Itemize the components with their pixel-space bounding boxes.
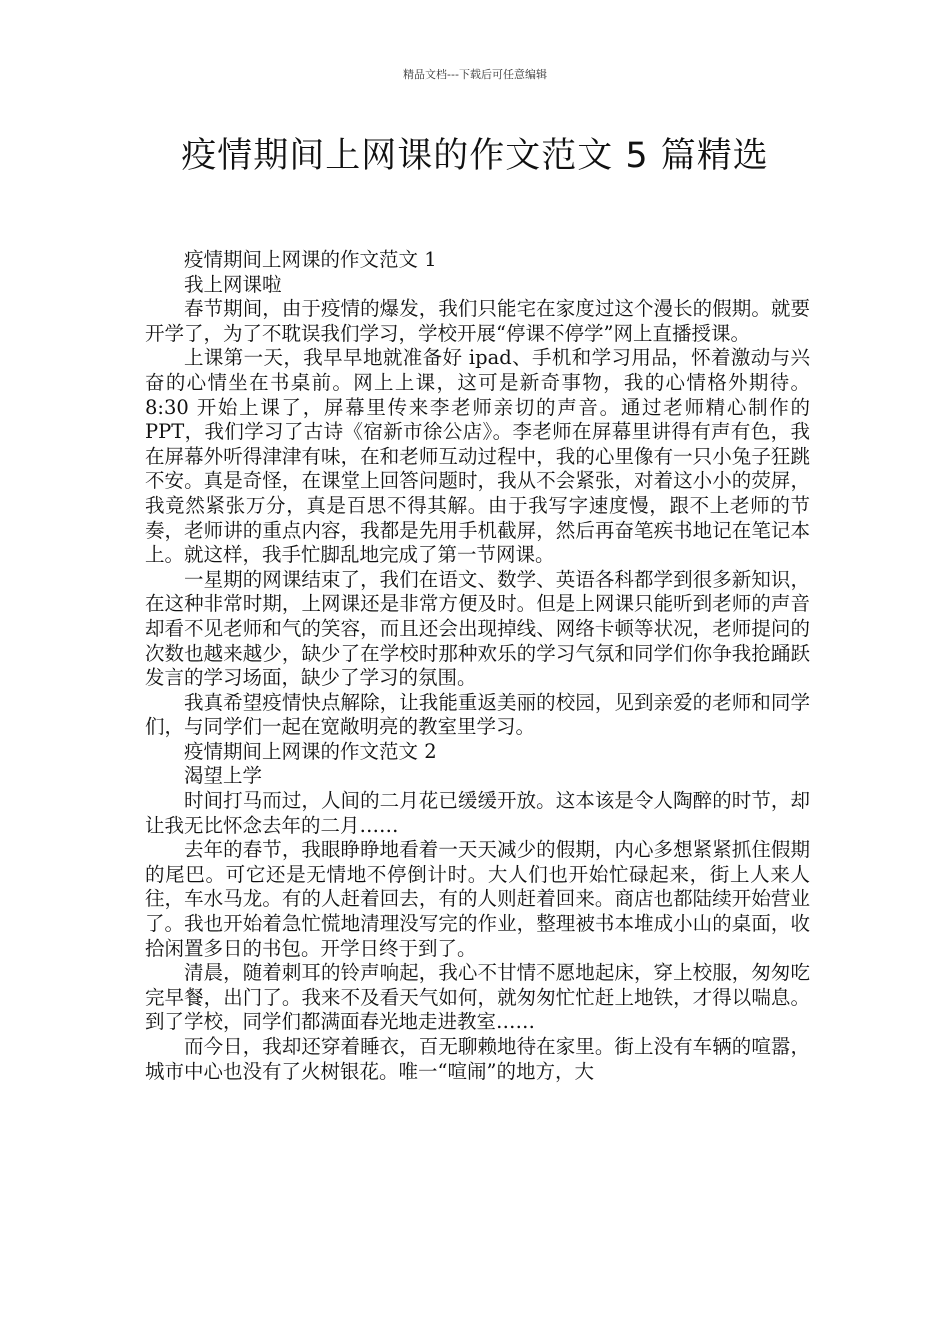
paragraph: 上课第一天，我早早地就准备好 ipad、手机和学习用品，怀着激动与兴奋的心情坐在书桌前。网上上课，这可是新奇事物，我的心情格外期待。8:30 开始上课了，屏幕里传来李老师亲切的声音。通过老师精心制作的 PPT，我们学习了古诗《宿新市徐公店》。李老师在屏幕里讲得有声有色，我在屏幕外听得津津有味，在和老师互动过程中，我的心里像有一只小兔子狂跳不安。真是奇怪，在课堂上回答问题时，我从不会紧张，对着这小小的荧屏，我竟然紧张万分，真是百思不得其解。由于我写字速度慢，跟不上老师的节奏，老师讲的重点内容，我都是先用手机截屏，然后再奋笔疾书地记在笔记本上。就这样，我手忙脚乱地完成了第一节网课。 <box>145 346 810 567</box>
page-header: 精品文档---下载后可任意编辑 <box>403 68 547 81</box>
essay-2-title: 渴望上学 <box>184 764 263 788</box>
document-body <box>145 248 810 1084</box>
paragraph: 清晨，随着刺耳的铃声响起，我心不甘情不愿地起床，穿上校服，匆匆吃完早餐，出门了。我来不及看天气如何，就匆匆忙忙赶上地铁，才得以喘息。到了学校，同学们都满面春光地走进教室…… <box>145 961 810 1034</box>
paragraph: 我真希望疫情快点解除，让我能重返美丽的校园，见到亲爱的老师和同学们，与同学们一起在宽敞明亮的教室里学习。 <box>145 690 810 739</box>
essay-2-heading: 疫情期间上网课的作文范文 2 <box>184 739 437 763</box>
document-title: 疫情期间上网课的作文范文 5 篇精选 <box>181 136 769 176</box>
paragraph: 时间打马而过，人间的二月花已缓缓开放。这本该是令人陶醉的时节，却让我无比怀念去年的二月…… <box>145 789 810 837</box>
paragraph: 去年的春节，我眼睁睁地看着一天天减少的假期，内心多想紧紧抓住假期的尾巴。可它还是无情地不停倒计时。大人们也开始忙碌起来，街上人来人往，车水马龙。有的人赶着回去，有的人则赶着回来。商店也都陆续开始营业了。我也开始着急忙慌地清理没写完的作业，整理被书本堆成小山的桌面，收拾闲置多日的书包。开学日终于到了。 <box>145 838 810 960</box>
essay-1-title: 我上网课啦 <box>184 272 282 296</box>
essay-1-heading: 疫情期间上网课的作文范文 1 <box>184 248 437 271</box>
paragraph: 一星期的网课结束了，我们在语文、数学、英语各科都学到很多新知识，在这种非常时期，上网课还是非常方便及时。但是上网课只能听到老师的声音却看不见老师和气的笑容，而且还会出现掉线、网络卡顿等状况，老师提问的次数也越来越少，缺少了在学校时那种欢乐的学习气氛和同学们你争我抢踊跃发言的学习场面，缺少了学习的氛围。 <box>145 567 810 690</box>
paragraph: 春节期间，由于疫情的爆发，我们只能宅在家度过这个漫长的假期。就要开学了，为了不耽误我们学习，学校开展“停课不停学”网上直播授课。 <box>145 297 810 345</box>
paragraph: 而今日，我却还穿着睡衣，百无聊赖地待在家里。街上没有车辆的喧嚣，城市中心也没有了火树银花。唯一“喧闹”的地方，大 <box>145 1035 810 1083</box>
